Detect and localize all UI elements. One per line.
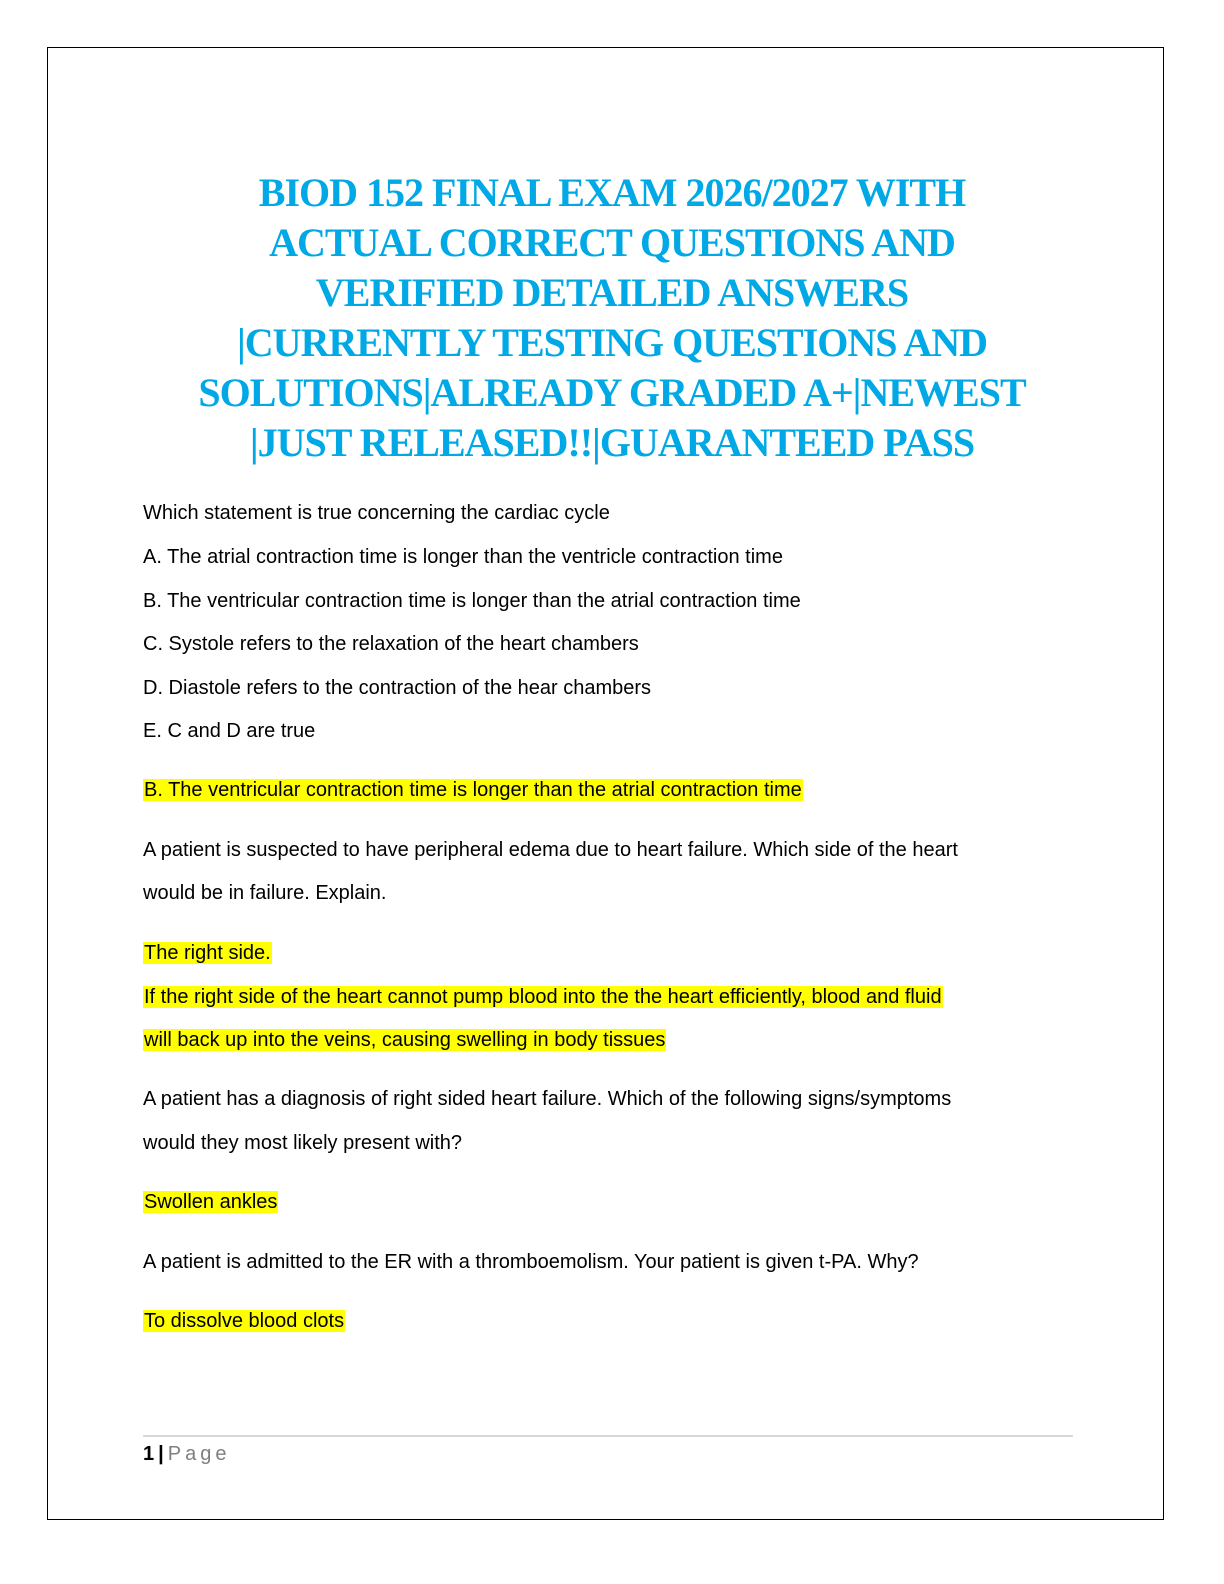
question-3-text-line-2: would they most likely present with? xyxy=(143,1132,463,1154)
title-line: BIOD 152 FINAL EXAM 2026/2027 WITH xyxy=(258,170,966,215)
question-4-text: A patient is admitted to the ER with a thromboemolism. Your patient is given t-PA. Why? xyxy=(143,1251,919,1273)
answer-highlight: The right side. xyxy=(144,942,271,964)
question-2-answer-line-3 xyxy=(143,1027,666,1053)
question-2-answer-line-1 xyxy=(143,940,272,966)
question-1-option-e: E. C and D are true xyxy=(143,720,316,742)
question-2-answer-line-2 xyxy=(143,984,943,1010)
question-1-option-c: C. Systole refers to the relaxation of the heart chambers xyxy=(143,633,639,655)
title-line: ACTUAL CORRECT QUESTIONS AND xyxy=(269,220,955,265)
answer-highlight: To dissolve blood clots xyxy=(144,1310,345,1332)
question-2-text-line-1: A patient is suspected to have peripheral edema due to heart failure. Which side of the heart xyxy=(143,839,958,861)
question-4-answer xyxy=(143,1308,345,1334)
title-line: VERIFIED DETAILED ANSWERS xyxy=(315,270,909,315)
question-3-text-line-1: A patient has a diagnosis of right sided heart failure. Which of the following signs/symptoms xyxy=(143,1088,952,1110)
question-1-option-b: B. The ventricular contraction time is longer than the atrial contraction time xyxy=(143,590,801,612)
title-line: |CURRENTLY TESTING QUESTIONS AND xyxy=(236,320,987,365)
title-line: SOLUTIONS|ALREADY GRADED A+|NEWEST xyxy=(198,370,1026,415)
footer-divider xyxy=(143,1435,1073,1437)
page-footer xyxy=(143,1440,230,1468)
title-line: |JUST RELEASED!!|GUARANTEED PASS xyxy=(249,420,975,465)
footer-separator: | xyxy=(158,1443,164,1465)
answer-highlight: B. The ventricular contraction time is longer than the atrial contraction time xyxy=(144,779,802,801)
question-3-answer xyxy=(143,1189,278,1215)
question-1-option-d: D. Diastole refers to the contraction of the hear chambers xyxy=(143,677,652,699)
page-number: 1 xyxy=(143,1443,155,1465)
question-1-text: Which statement is true concerning the cardiac cycle xyxy=(143,502,610,524)
page-label: Page xyxy=(167,1443,231,1465)
answer-highlight: If the right side of the heart cannot pump blood into the the heart efficiently, blood and fluid xyxy=(144,986,942,1008)
answer-highlight: will back up into the veins, causing swelling in body tissues xyxy=(144,1029,666,1051)
question-1-answer xyxy=(143,777,803,803)
answer-highlight: Swollen ankles xyxy=(144,1191,278,1213)
question-1-option-a: A. The atrial contraction time is longer than the ventricle contraction time xyxy=(143,546,783,568)
question-2-text-line-2: would be in failure. Explain. xyxy=(143,882,387,904)
document-title xyxy=(130,168,1094,468)
